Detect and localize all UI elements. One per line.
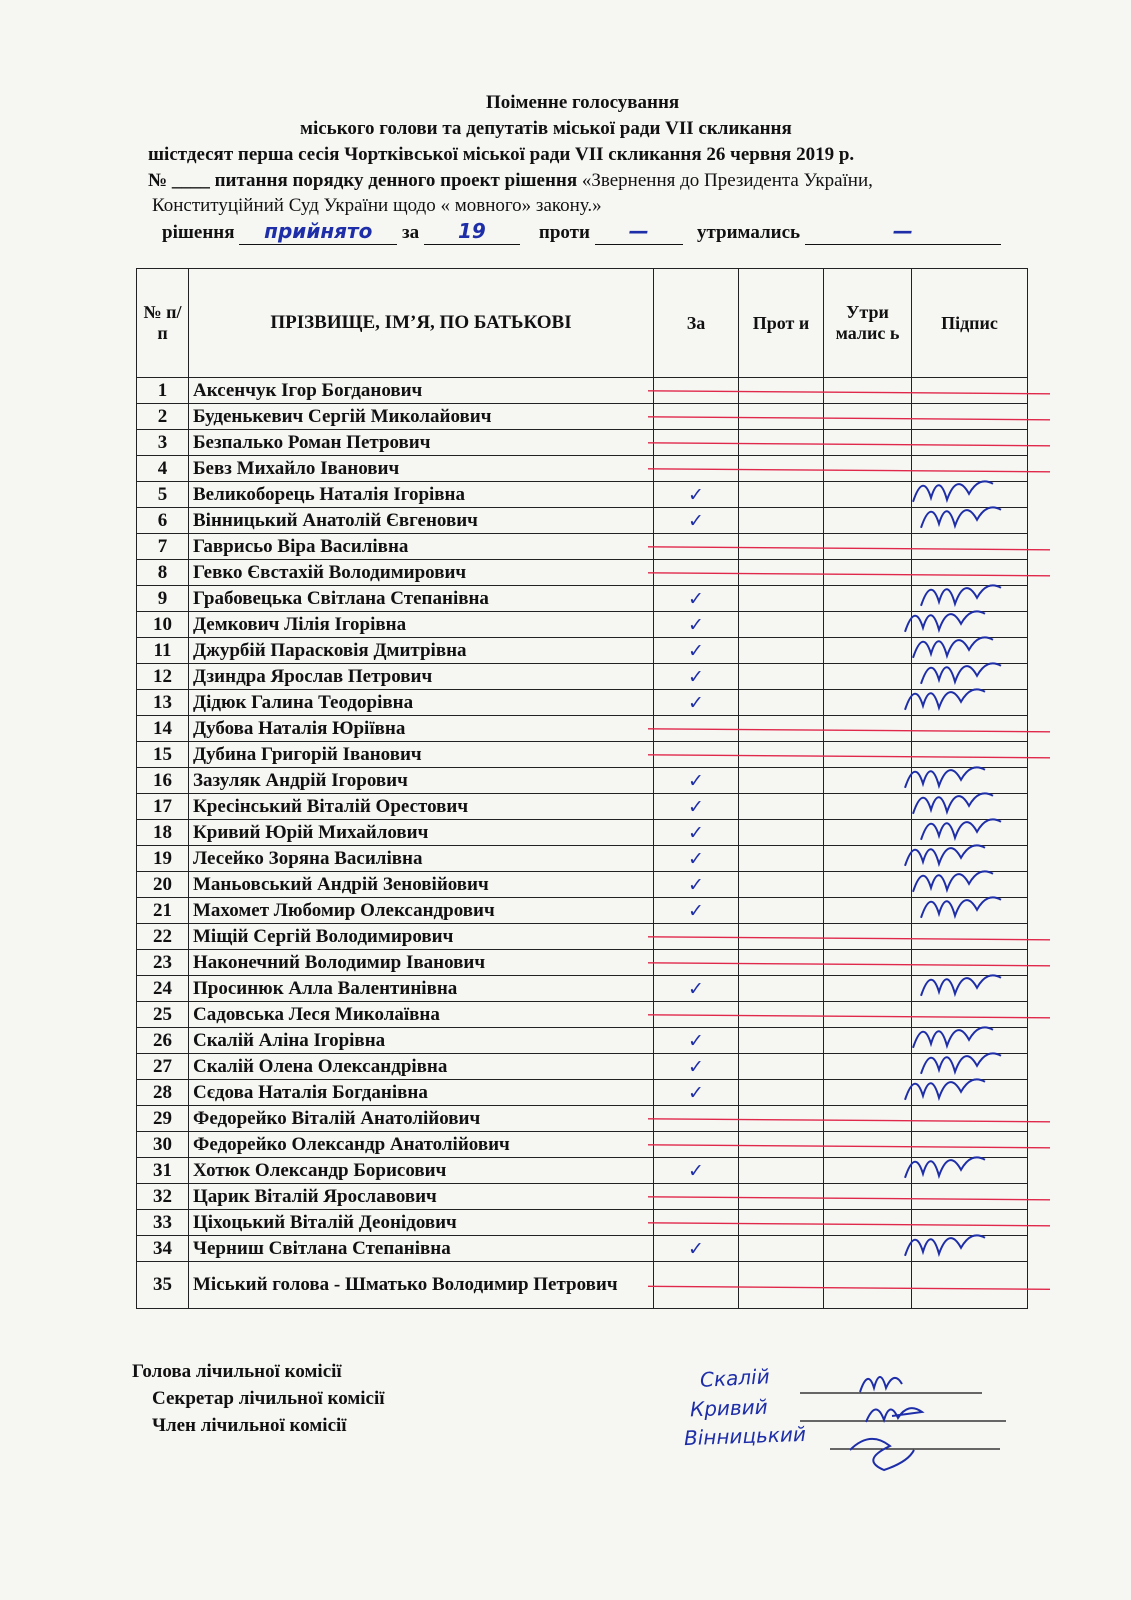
table-row	[137, 976, 1028, 1002]
vote-against-cell	[739, 1132, 824, 1158]
agenda-topic: «Звернення до Президента України,	[581, 170, 873, 191]
deputy-name: Демкович Лілія Ігорівна	[189, 612, 654, 638]
signature-cell	[912, 950, 1028, 976]
vote-against-cell	[739, 1054, 824, 1080]
deputy-name: Міський голова - Шматько Володимир Петрович	[189, 1262, 654, 1309]
row-number: 21	[137, 898, 189, 924]
vote-abstain-cell	[824, 612, 912, 638]
vote-for-cell	[654, 742, 739, 768]
deputy-name: Черниш Світлана Степанівна	[189, 1236, 654, 1262]
vote-against-cell	[739, 1158, 824, 1184]
vote-abstain-cell	[824, 638, 912, 664]
vote-for-cell	[654, 430, 739, 456]
signature-cell	[912, 534, 1028, 560]
deputy-name: Зазуляк Андрій Ігорович	[189, 768, 654, 794]
row-number: 30	[137, 1132, 189, 1158]
vote-against-cell	[739, 430, 824, 456]
vote-abstain-cell	[824, 508, 912, 534]
vote-abstain-cell	[824, 898, 912, 924]
vote-for-cell: ✓	[654, 586, 739, 612]
signature-cell	[912, 976, 1028, 1002]
deputy-name: Кресінський Віталій Орестович	[189, 794, 654, 820]
col-header-abstain: Утри малис ь	[824, 269, 912, 378]
row-number: 1	[137, 378, 189, 404]
vote-against-cell	[739, 924, 824, 950]
vote-against-cell	[739, 690, 824, 716]
vote-against-cell	[739, 508, 824, 534]
table-row	[137, 1210, 1028, 1236]
signature-cell	[912, 924, 1028, 950]
footer-signature-1	[860, 1377, 902, 1392]
signature-cell	[912, 820, 1028, 846]
signature-cell	[912, 664, 1028, 690]
vote-abstain-cell	[824, 924, 912, 950]
against-count: —	[628, 219, 649, 243]
deputy-name: Вінницький Анатолій Євгенович	[189, 508, 654, 534]
row-number: 5	[137, 482, 189, 508]
row-number: 32	[137, 1184, 189, 1210]
row-number: 29	[137, 1106, 189, 1132]
table-row	[137, 430, 1028, 456]
signature-cell	[912, 1132, 1028, 1158]
row-number: 10	[137, 612, 189, 638]
counting-commission-chair-label: Голова лічильної комісії	[132, 1361, 342, 1382]
col-header-against: Прот и	[739, 269, 824, 378]
vote-abstain-cell	[824, 1158, 912, 1184]
vote-against-cell	[739, 378, 824, 404]
signature-cell	[912, 768, 1028, 794]
deputy-name: Дідюк Галина Теодорівна	[189, 690, 654, 716]
vote-abstain-cell	[824, 534, 912, 560]
row-number: 18	[137, 820, 189, 846]
deputy-name: Садовська Леся Миколаївна	[189, 1002, 654, 1028]
table-row	[137, 872, 1028, 898]
row-number: 34	[137, 1236, 189, 1262]
signature-cell	[912, 846, 1028, 872]
table-row	[137, 1236, 1028, 1262]
roll-call-table	[136, 268, 1028, 1309]
signature-cell	[912, 1158, 1028, 1184]
vote-for-cell: ✓	[654, 508, 739, 534]
row-number: 16	[137, 768, 189, 794]
row-number: 12	[137, 664, 189, 690]
vote-abstain-cell	[824, 430, 912, 456]
decision-value: прийнято	[264, 219, 373, 243]
deputy-name: Маньовський Андрій Зеновійович	[189, 872, 654, 898]
signature-cell	[912, 638, 1028, 664]
signature-cell	[912, 404, 1028, 430]
vote-for-cell: ✓	[654, 664, 739, 690]
signature-cell	[912, 872, 1028, 898]
vote-against-cell	[739, 612, 824, 638]
table-row	[137, 638, 1028, 664]
table-row	[137, 1132, 1028, 1158]
row-number: 20	[137, 872, 189, 898]
signature-cell	[912, 430, 1028, 456]
vote-against-cell	[739, 742, 824, 768]
vote-abstain-cell	[824, 1106, 912, 1132]
table-row	[137, 1080, 1028, 1106]
vote-for-cell	[654, 1262, 739, 1309]
row-number: 22	[137, 924, 189, 950]
deputy-name: Ціхоцький Віталій Деонідович	[189, 1210, 654, 1236]
signature-cell	[912, 690, 1028, 716]
signature-cell	[912, 1236, 1028, 1262]
vote-for-cell	[654, 716, 739, 742]
signature-cell	[912, 482, 1028, 508]
col-header-for: За	[654, 269, 739, 378]
row-number: 11	[137, 638, 189, 664]
vote-against-cell	[739, 872, 824, 898]
vote-for-cell	[654, 404, 739, 430]
deputy-name: Дубина Григорій Іванович	[189, 742, 654, 768]
row-number: 17	[137, 794, 189, 820]
vote-for-cell	[654, 1002, 739, 1028]
deputy-name: Кривий Юрій Михайлович	[189, 820, 654, 846]
vote-against-cell	[739, 1184, 824, 1210]
deputy-name: Федорейко Олександр Анатолійович	[189, 1132, 654, 1158]
table-row	[137, 534, 1028, 560]
member-name-handwritten: Вінницький	[683, 1421, 807, 1451]
vote-abstain-cell	[824, 1132, 912, 1158]
vote-for-cell	[654, 1106, 739, 1132]
vote-abstain-cell	[824, 404, 912, 430]
header-line-2: міського голови та депутатів міської ради VII скликання	[300, 118, 792, 139]
vote-abstain-cell	[824, 456, 912, 482]
header-line-5: Конституційний Суд України щодо « мовного» закону.»	[152, 195, 602, 216]
vote-against-cell	[739, 404, 824, 430]
row-number: 33	[137, 1210, 189, 1236]
abstain-label: утримались	[696, 222, 801, 243]
deputy-name: Сєдова Наталія Богданівна	[189, 1080, 654, 1106]
table-row	[137, 1158, 1028, 1184]
table-row	[137, 820, 1028, 846]
deputy-name: Гаврисьо Віра Василівна	[189, 534, 654, 560]
signature-cell	[912, 1028, 1028, 1054]
table-row	[137, 924, 1028, 950]
signature-cell	[912, 508, 1028, 534]
table-row	[137, 482, 1028, 508]
vote-for-cell: ✓	[654, 482, 739, 508]
vote-against-cell	[739, 1262, 824, 1309]
row-number: 35	[137, 1262, 189, 1309]
table-row	[137, 690, 1028, 716]
table-row	[137, 898, 1028, 924]
vote-against-cell	[739, 768, 824, 794]
vote-for-cell: ✓	[654, 898, 739, 924]
vote-abstain-cell	[824, 716, 912, 742]
deputy-name: Міщій Сергій Володимирович	[189, 924, 654, 950]
vote-against-cell	[739, 560, 824, 586]
vote-for-cell: ✓	[654, 612, 739, 638]
abstain-count: —	[892, 219, 913, 243]
signature-cell	[912, 1002, 1028, 1028]
signature-cell	[912, 1210, 1028, 1236]
row-number: 23	[137, 950, 189, 976]
row-number: 15	[137, 742, 189, 768]
signature-cell	[912, 560, 1028, 586]
vote-for-cell: ✓	[654, 638, 739, 664]
against-label: проти	[538, 222, 590, 243]
vote-abstain-cell	[824, 1002, 912, 1028]
vote-against-cell	[739, 1236, 824, 1262]
row-number: 4	[137, 456, 189, 482]
vote-for-cell	[654, 560, 739, 586]
vote-against-cell	[739, 846, 824, 872]
vote-for-cell: ✓	[654, 976, 739, 1002]
vote-against-cell	[739, 534, 824, 560]
deputy-name: Великоборець Наталія Ігорівна	[189, 482, 654, 508]
vote-abstain-cell	[824, 690, 912, 716]
vote-abstain-cell	[824, 976, 912, 1002]
table-row	[137, 508, 1028, 534]
deputy-name: Царик Віталій Ярославович	[189, 1184, 654, 1210]
vote-abstain-cell	[824, 1262, 912, 1309]
counting-commission-secretary-label: Секретар лічильної комісії	[152, 1388, 385, 1409]
deputy-name: Наконечний Володимир Іванович	[189, 950, 654, 976]
table-row	[137, 456, 1028, 482]
vote-against-cell	[739, 664, 824, 690]
vote-against-cell	[739, 794, 824, 820]
header-line-4	[148, 170, 873, 192]
vote-for-cell: ✓	[654, 1028, 739, 1054]
signature-cell	[912, 1054, 1028, 1080]
signature-cell	[912, 612, 1028, 638]
row-number: 6	[137, 508, 189, 534]
vote-against-cell	[739, 1210, 824, 1236]
vote-for-cell	[654, 534, 739, 560]
row-number: 28	[137, 1080, 189, 1106]
vote-abstain-cell	[824, 378, 912, 404]
vote-abstain-cell	[824, 1236, 912, 1262]
row-number: 3	[137, 430, 189, 456]
vote-for-cell: ✓	[654, 1080, 739, 1106]
table-row	[137, 1054, 1028, 1080]
row-number: 9	[137, 586, 189, 612]
col-header-num: № п/п	[137, 269, 189, 378]
vote-against-cell	[739, 456, 824, 482]
deputy-name: Просинюк Алла Валентинівна	[189, 976, 654, 1002]
signature-cell	[912, 456, 1028, 482]
footer-signature-3	[850, 1439, 914, 1470]
agenda-item-label: № ____ питання порядку денного проект рішення	[148, 170, 578, 191]
vote-against-cell	[739, 586, 824, 612]
row-number: 26	[137, 1028, 189, 1054]
vote-for-cell: ✓	[654, 690, 739, 716]
vote-for-cell: ✓	[654, 794, 739, 820]
signature-cell	[912, 378, 1028, 404]
deputy-name: Дубова Наталія Юріївна	[189, 716, 654, 742]
vote-against-cell	[739, 976, 824, 1002]
signature-cell	[912, 716, 1028, 742]
signature-cell	[912, 898, 1028, 924]
signature-cell	[912, 1080, 1028, 1106]
deputy-name: Аксенчук Ігор Богданович	[189, 378, 654, 404]
row-number: 14	[137, 716, 189, 742]
vote-abstain-cell	[824, 1054, 912, 1080]
table-row	[137, 768, 1028, 794]
table-header-row	[137, 269, 1028, 378]
deputy-name: Буденькевич Сергій Миколайович	[189, 404, 654, 430]
vote-abstain-cell	[824, 482, 912, 508]
vote-against-cell	[739, 820, 824, 846]
table-row	[137, 794, 1028, 820]
table-row	[137, 1002, 1028, 1028]
signature-cell	[912, 794, 1028, 820]
vote-against-cell	[739, 1028, 824, 1054]
vote-for-cell: ✓	[654, 768, 739, 794]
vote-for-cell	[654, 1184, 739, 1210]
table-row	[137, 560, 1028, 586]
row-number: 19	[137, 846, 189, 872]
vote-against-cell	[739, 1106, 824, 1132]
table-row	[137, 1262, 1028, 1309]
table-row	[137, 846, 1028, 872]
footer-signature-2	[866, 1408, 922, 1422]
deputy-name: Лесейко Зоряна Василівна	[189, 846, 654, 872]
vote-for-cell: ✓	[654, 1054, 739, 1080]
table-row	[137, 378, 1028, 404]
header-line-3: шістдесят перша сесія Чортківської міської ради VII скликання 26 червня 2019 р.	[148, 144, 855, 165]
vote-abstain-cell	[824, 820, 912, 846]
vote-abstain-cell	[824, 794, 912, 820]
table-row	[137, 1028, 1028, 1054]
vote-for-cell	[654, 924, 739, 950]
deputy-name: Безпалько Роман Петрович	[189, 430, 654, 456]
signature-cell	[912, 742, 1028, 768]
decision-line	[162, 219, 1001, 245]
vote-for-cell	[654, 1132, 739, 1158]
vote-abstain-cell	[824, 950, 912, 976]
table-row	[137, 742, 1028, 768]
row-number: 25	[137, 1002, 189, 1028]
chair-name-handwritten: Скалій	[699, 1364, 771, 1392]
signature-cell	[912, 1184, 1028, 1210]
secretary-name-handwritten: Кривий	[689, 1394, 769, 1422]
for-label: за	[402, 222, 420, 243]
vote-for-cell: ✓	[654, 1158, 739, 1184]
vote-for-cell: ✓	[654, 872, 739, 898]
row-number: 24	[137, 976, 189, 1002]
row-number: 2	[137, 404, 189, 430]
signature-cell	[912, 1106, 1028, 1132]
deputy-name: Скалій Аліна Ігорівна	[189, 1028, 654, 1054]
deputy-name: Грабовецька Світлана Степанівна	[189, 586, 654, 612]
vote-abstain-cell	[824, 768, 912, 794]
document-title: Поіменне голосування	[486, 92, 680, 113]
col-header-name: ПРІЗВИЩЕ, ІМ’Я, ПО БАТЬКОВІ	[189, 269, 654, 378]
vote-abstain-cell	[824, 586, 912, 612]
table-row	[137, 1106, 1028, 1132]
vote-for-cell: ✓	[654, 820, 739, 846]
vote-for-cell	[654, 950, 739, 976]
vote-for-cell: ✓	[654, 846, 739, 872]
deputy-name: Скалій Олена Олександрівна	[189, 1054, 654, 1080]
table-row	[137, 716, 1028, 742]
deputy-name: Бевз Михайло Іванович	[189, 456, 654, 482]
table-row	[137, 1184, 1028, 1210]
table-row	[137, 612, 1028, 638]
counting-commission-member-label: Член лічильної комісії	[152, 1415, 347, 1436]
col-header-signature: Підпис	[912, 269, 1028, 378]
deputy-name: Федорейко Віталій Анатолійович	[189, 1106, 654, 1132]
for-count: 19	[457, 219, 486, 243]
vote-abstain-cell	[824, 560, 912, 586]
vote-against-cell	[739, 1080, 824, 1106]
vote-against-cell	[739, 482, 824, 508]
row-number: 31	[137, 1158, 189, 1184]
vote-against-cell	[739, 950, 824, 976]
deputy-name: Гевко Євстахій Володимирович	[189, 560, 654, 586]
vote-abstain-cell	[824, 1184, 912, 1210]
table-row	[137, 586, 1028, 612]
deputy-name: Хотюк Олександр Борисович	[189, 1158, 654, 1184]
deputy-name: Джурбій Парасковія Дмитрівна	[189, 638, 654, 664]
vote-abstain-cell	[824, 1210, 912, 1236]
vote-against-cell	[739, 898, 824, 924]
vote-abstain-cell	[824, 846, 912, 872]
row-number: 13	[137, 690, 189, 716]
row-number: 7	[137, 534, 189, 560]
row-number: 8	[137, 560, 189, 586]
table-row	[137, 950, 1028, 976]
signature-cell	[912, 1262, 1028, 1309]
deputy-name: Дзиндра Ярослав Петрович	[189, 664, 654, 690]
vote-abstain-cell	[824, 1080, 912, 1106]
table-row	[137, 404, 1028, 430]
vote-against-cell	[739, 716, 824, 742]
vote-for-cell	[654, 456, 739, 482]
table-row	[137, 664, 1028, 690]
vote-abstain-cell	[824, 872, 912, 898]
deputy-name: Махомет Любомир Олександрович	[189, 898, 654, 924]
row-number: 27	[137, 1054, 189, 1080]
vote-for-cell	[654, 378, 739, 404]
vote-against-cell	[739, 638, 824, 664]
decision-label: рішення	[162, 222, 235, 243]
vote-for-cell: ✓	[654, 1236, 739, 1262]
vote-abstain-cell	[824, 664, 912, 690]
signature-cell	[912, 586, 1028, 612]
vote-against-cell	[739, 1002, 824, 1028]
vote-for-cell	[654, 1210, 739, 1236]
vote-abstain-cell	[824, 742, 912, 768]
vote-abstain-cell	[824, 1028, 912, 1054]
